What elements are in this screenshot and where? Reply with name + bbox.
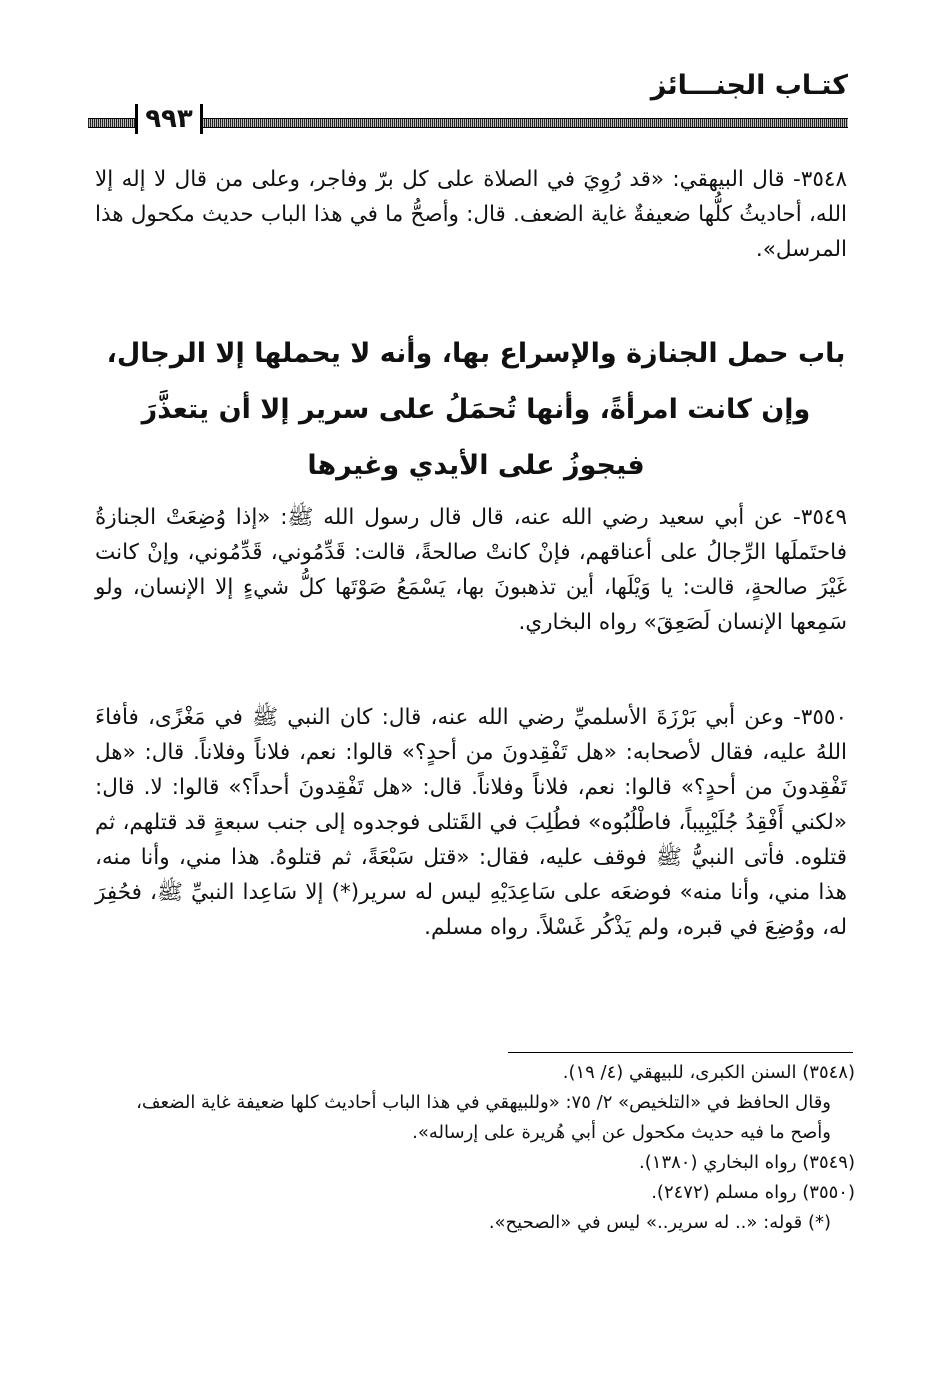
footnote-asterisk: (*) قوله: «.. له سرير..» ليس في «الصحيح».	[488, 1212, 831, 1233]
running-title: كتـاب الجنـــائز	[650, 70, 848, 101]
footnote-3548: (٣٥٤٨) السنن الكبرى، للبيهقي (٤/ ١٩).	[562, 1062, 855, 1083]
hadith-paragraph-3549: ٣٥٤٩- عن أبي سعيد رضي الله عنه، قال قال رسول الله ﷺ: «إذا وُضِعَتْ الجنازةُ فاحتَملَها الرِّجالُ على أعناقهم، فإنْ كانتْ صالحةً، قالت: قَدِّمُوني، قَدِّمُوني، وإنْ كانت غَيْرَ صالحةٍ، قالت: يا وَيْلَها، أين تذهبونَ بها، يَسْمَعُ صَوْتَها كلُّ شيءٍ إلا الإنسان، ولو سَمِعها الإنسان لَصَعِقَ» رواه البخاري.	[95, 505, 847, 635]
hadith-paragraph-3550: ٣٥٥٠- وعن أبي بَرْزَةَ الأسلميِّ رضي الله عنه، قال: كان النبي ﷺ في مَغْزًى، فأفاءَ اللهُ عليه، فقال لأصحابه: «هل تَفْقِدونَ من أحدٍ؟» قالوا: نعم، فلاناً وفلاناً. قال: «هل تَفْقِدونَ من أحدٍ؟» قالوا: نعم، فلاناً وفلاناً. قال: «هل تَفْقِدونَ أحداً؟» قالوا: لا. قال: «لكني أَفْقِدُ جُلَيْبِيباً، فاطْلُبُوه» فطُلِبَ في القَتلى فوجدوه إلى جنب سبعةٍ قد قتلهم، ثم قتلوه. فأتى النبيُّ ﷺ فوقف عليه، فقال: «قتل سَبْعَةً، ثم قتلوهُ. هذا مني، وأنا منه، هذا مني، وأنا منه» فوضعَه على سَاعِدَيْهِ ليس له سرير(*) إلا سَاعِدا النبيِّ ﷺ، فحُفِرَ له، ووُضِعَ في قبره، ولم يَذْكُر غَسْلاً. رواه مسلم.	[95, 705, 847, 940]
chapter-heading-line-3: فيجوزُ على الأيدي وغيرها	[307, 450, 645, 481]
footnote-divider	[508, 1052, 853, 1053]
page-header	[88, 66, 848, 136]
footnote-3549: (٣٥٤٩) رواه البخاري (١٣٨٠).	[639, 1152, 855, 1173]
chapter-heading	[100, 326, 852, 494]
footnotes	[95, 1058, 855, 1238]
page-number: ٩٩٣	[135, 104, 203, 134]
footnote-3548-comment: وقال الحافظ في «التلخيص» ٢/ ٧٥: «وللبيهقي في هذا الباب أحاديث كلها ضعيفة غاية الضعف، وأصح ما فيه حديث مكحول عن أبي هُريرة على إرساله».	[136, 1092, 831, 1143]
footnote-3550: (٣٥٥٠) رواه مسلم (٢٤٧٢).	[651, 1182, 855, 1203]
hadith-paragraph-3548: ٣٥٤٨- قال البيهقي: «قد رُوِيَ في الصلاة على كل برّ وفاجر، وعلى من قال لا إله إلا الله، أحاديثُ كلُّها ضعيفةٌ غاية الضعف. قال: وأصحُّ ما في هذا الباب حديث مكحول هذا المرسل».	[95, 167, 847, 262]
chapter-heading-line-1: باب حمل الجنازة والإسراع بها، وأنه لا يحملها إلا الرجال،	[106, 338, 846, 369]
chapter-heading-line-2: وإن كانت امرأةً، وأنها تُحمَلُ على سرير إلا أن يتعذَّرَ	[141, 394, 811, 425]
